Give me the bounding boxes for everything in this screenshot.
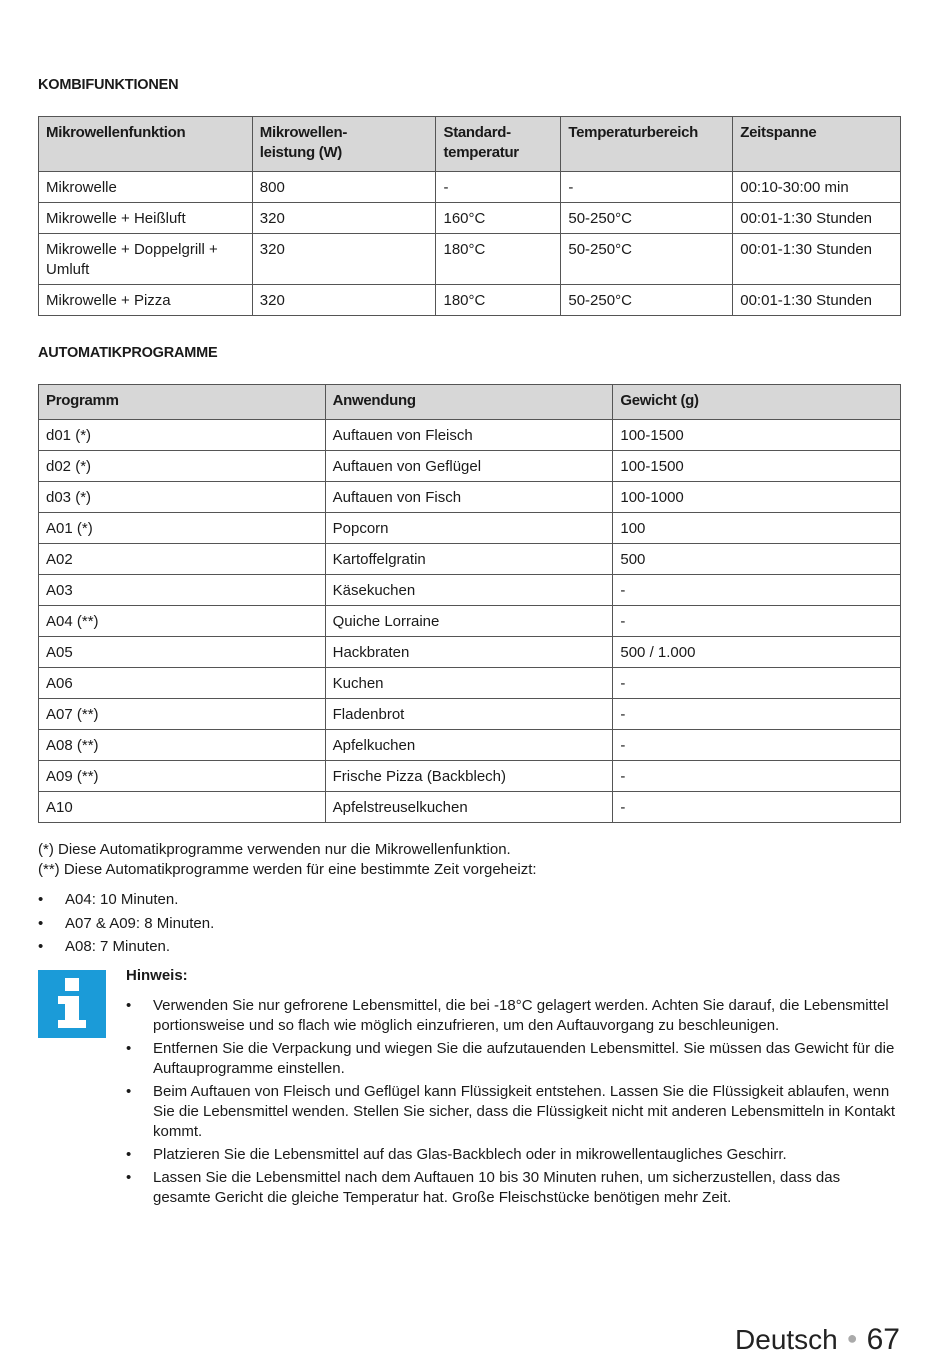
table-cell: 50-250°C (561, 285, 733, 316)
table-cell: A03 (39, 575, 326, 606)
footer-language: Deutsch (735, 1324, 838, 1355)
kombi-header-cell: Mikrowellenfunktion (39, 117, 253, 172)
table-row (39, 637, 901, 668)
table-cell: 00:01-1:30 Stunden (733, 234, 901, 285)
table-cell: 180°C (436, 285, 561, 316)
table-cell: Fladenbrot (325, 699, 613, 730)
table-cell: A08 (**) (39, 730, 326, 761)
table-cell: 50-250°C (561, 234, 733, 285)
table-cell: d01 (*) (39, 420, 326, 451)
table-cell: Auftauen von Fisch (325, 482, 613, 513)
list-item: • Platzieren Sie die Lebensmittel auf das Glas-Backblech oder in mikrowellentaugliches Geschirr. (126, 1145, 901, 1165)
table-cell: 180°C (436, 234, 561, 285)
kombi-header-cell: Mikrowellen- leistung (W) (252, 117, 436, 172)
table-row (39, 482, 901, 513)
table-cell: A02 (39, 544, 326, 575)
list-item: • Entfernen Sie die Verpackung und wiegen Sie die aufzutauenden Lebensmittel. Sie müssen das Gewicht für die Auftauprogramme einstellen. (126, 1039, 901, 1079)
table-row (39, 792, 901, 823)
list-item: • Beim Auftauen von Fleisch und Geflügel kann Flüssigkeit entstehen. Lassen Sie die Flüssigkeit ablaufen, wenn Sie die Lebensmittel wenden. Stellen Sie sicher, dass die Flüssigkeit nicht mit anderen Lebensmitteln in Kontakt kommt. (126, 1082, 901, 1142)
footnotes (38, 840, 537, 880)
table-cell: Kuchen (325, 668, 613, 699)
kombi-header-cell: Standard- temperatur (436, 117, 561, 172)
table-cell: A05 (39, 637, 326, 668)
auto-header-cell: Anwendung (325, 385, 613, 420)
table-cell: Popcorn (325, 513, 613, 544)
table-cell: Hackbraten (325, 637, 613, 668)
table-cell: Frische Pizza (Backblech) (325, 761, 613, 792)
table-cell: d03 (*) (39, 482, 326, 513)
table-cell: Mikrowelle (39, 172, 253, 203)
table-cell: - (436, 172, 561, 203)
table-cell: d02 (*) (39, 451, 326, 482)
auto-header-row (39, 385, 901, 420)
table-cell: Mikrowelle + Pizza (39, 285, 253, 316)
preheat-list (38, 890, 214, 961)
table-cell: Käsekuchen (325, 575, 613, 606)
table-row (39, 699, 901, 730)
table-cell: A09 (**) (39, 761, 326, 792)
table-cell: 500 (613, 544, 901, 575)
table-cell: Auftauen von Fleisch (325, 420, 613, 451)
table-cell: 100-1500 (613, 420, 901, 451)
list-item: • Verwenden Sie nur gefrorene Lebensmittel, die bei -18°C gelagert werden. Achten Sie darauf, die Lebensmittel portionsweise und so flach wie möglich einzufrieren, um den Auftauvorgang zu beschleunigen. (126, 996, 901, 1036)
table-row (39, 451, 901, 482)
info-icon (38, 970, 106, 1038)
table-row (39, 761, 901, 792)
auto-header-cell: Gewicht (g) (613, 385, 901, 420)
table-cell: A07 (**) (39, 699, 326, 730)
bullet-separator-icon: ● (846, 1327, 858, 1348)
table-row (39, 606, 901, 637)
list-item: • A04: 10 Minuten. (38, 890, 214, 910)
table-cell: - (613, 761, 901, 792)
table-cell: Mikrowelle + Heißluft (39, 203, 253, 234)
table-cell: Apfelkuchen (325, 730, 613, 761)
table-row (39, 234, 901, 285)
table-cell: - (613, 699, 901, 730)
table-row (39, 513, 901, 544)
table-row (39, 420, 901, 451)
table-cell: 00:01-1:30 Stunden (733, 285, 901, 316)
table-cell: A06 (39, 668, 326, 699)
kombi-header-cell: Zeitspanne (733, 117, 901, 172)
table-cell: 160°C (436, 203, 561, 234)
table-cell: 320 (252, 234, 436, 285)
hinweis-list (126, 996, 901, 1211)
table-cell: 500 / 1.000 (613, 637, 901, 668)
table-cell: - (561, 172, 733, 203)
page-number: 67 (866, 1323, 900, 1356)
table-cell: Kartoffelgratin (325, 544, 613, 575)
table-cell: Quiche Lorraine (325, 606, 613, 637)
page-footer (735, 1323, 900, 1357)
table-cell: 320 (252, 203, 436, 234)
list-item: • A08: 7 Minuten. (38, 937, 214, 957)
table-cell: 100-1500 (613, 451, 901, 482)
kombi-header-cell: Temperaturbereich (561, 117, 733, 172)
table-cell: - (613, 668, 901, 699)
kombi-header-row (39, 117, 901, 172)
table-cell: A04 (**) (39, 606, 326, 637)
table-row (39, 544, 901, 575)
table-cell: 00:10-30:00 min (733, 172, 901, 203)
table-cell: - (613, 575, 901, 606)
table-cell: 320 (252, 285, 436, 316)
hinweis-title: Hinweis: (126, 967, 188, 984)
table-row (39, 575, 901, 606)
auto-table (38, 384, 901, 823)
table-cell: A01 (*) (39, 513, 326, 544)
table-cell: 100-1000 (613, 482, 901, 513)
table-row (39, 668, 901, 699)
auto-section-title: AUTOMATIKPROGRAMME (38, 345, 218, 361)
table-cell: - (613, 792, 901, 823)
auto-header-cell: Programm (39, 385, 326, 420)
table-cell: A10 (39, 792, 326, 823)
table-cell: 50-250°C (561, 203, 733, 234)
table-cell: Apfelstreuselkuchen (325, 792, 613, 823)
table-cell: 00:01-1:30 Stunden (733, 203, 901, 234)
table-row (39, 203, 901, 234)
kombi-section-title: KOMBIFUNKTIONEN (38, 77, 179, 93)
table-row (39, 730, 901, 761)
footnote-single-star: (*) Diese Automatikprogramme verwenden nur die Mikrowellenfunktion. (38, 841, 511, 858)
table-cell: 800 (252, 172, 436, 203)
table-row (39, 172, 901, 203)
list-item: • A07 & A09: 8 Minuten. (38, 914, 214, 934)
table-cell: 100 (613, 513, 901, 544)
footnote-double-star: (**) Diese Automatikprogramme werden für eine bestimmte Zeit vorgeheizt: (38, 861, 537, 878)
table-cell: - (613, 606, 901, 637)
table-row (39, 285, 901, 316)
kombi-table (38, 116, 901, 316)
table-cell: Auftauen von Geflügel (325, 451, 613, 482)
list-item: • Lassen Sie die Lebensmittel nach dem Auftauen 10 bis 30 Minuten ruhen, um sicherzustellen, dass das gesamte Gericht die gleiche Temperatur hat. Große Fleischstücke benötigen mehr Zeit. (126, 1168, 901, 1208)
table-cell: Mikrowelle + Doppelgrill + Umluft (39, 234, 253, 285)
table-cell: - (613, 730, 901, 761)
